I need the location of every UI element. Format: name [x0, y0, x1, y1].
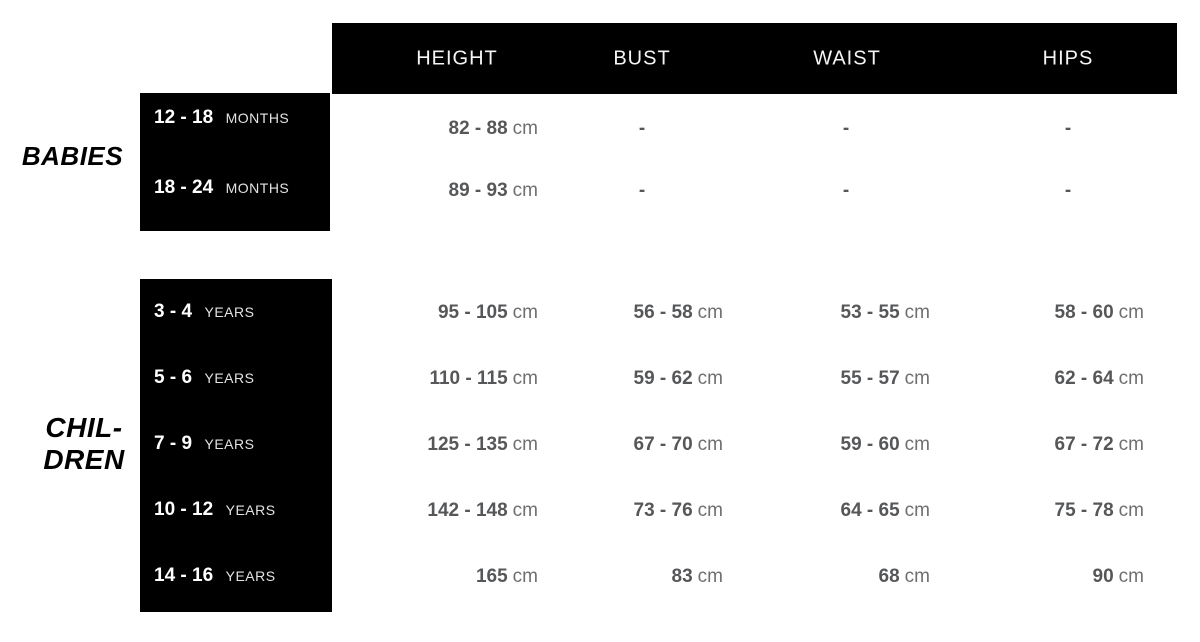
measurement-unit: cm	[904, 434, 930, 455]
age-range: 14 - 16	[154, 565, 214, 586]
measurement-unit: cm	[512, 368, 538, 389]
measurement-value: 82 - 88	[448, 118, 508, 139]
age-range-unit: YEARS	[204, 370, 255, 386]
measurement-unit: cm	[512, 500, 538, 521]
measurement-unit: cm	[697, 368, 723, 389]
age-range: 18 - 24	[154, 177, 214, 198]
measurement-unit: cm	[512, 302, 538, 323]
hips-cell	[968, 115, 1168, 143]
measurement-value: 53 - 55	[840, 302, 900, 323]
measurement-value: 89 - 93	[448, 180, 508, 201]
height-cell	[318, 177, 538, 205]
measurement-unit: cm	[512, 566, 538, 587]
hips-cell	[924, 299, 1144, 327]
measurement-unit: cm	[904, 500, 930, 521]
measurement-value: 90	[1092, 566, 1114, 587]
age-range: 5 - 6	[154, 367, 193, 388]
column-header-bust: BUST	[613, 47, 671, 69]
waist-cell	[710, 299, 930, 327]
age-range-unit: YEARS	[225, 568, 276, 584]
age-range: 3 - 4	[154, 301, 193, 322]
babies-age-box	[140, 93, 330, 231]
waist-cell	[746, 177, 946, 205]
bust-cell	[503, 431, 723, 459]
measurement-unit: cm	[904, 302, 930, 323]
bust-cell	[503, 365, 723, 393]
column-header-waist: WAIST	[813, 47, 881, 69]
measurement-unit: cm	[697, 566, 723, 587]
empty-measurement: -	[842, 180, 850, 201]
children-age-box	[140, 279, 332, 612]
measurement-unit: cm	[697, 500, 723, 521]
hips-cell	[924, 365, 1144, 393]
bust-cell	[542, 115, 742, 143]
measurement-value: 67 - 70	[633, 434, 693, 455]
measurement-value: 73 - 76	[633, 500, 693, 521]
height-cell	[318, 115, 538, 143]
measurement-value: 68	[878, 566, 900, 587]
waist-cell	[746, 115, 946, 143]
measurement-unit: cm	[1118, 368, 1144, 389]
measurement-value: 62 - 64	[1054, 368, 1114, 389]
age-row	[154, 364, 254, 392]
measurement-unit: cm	[904, 566, 930, 587]
measurement-unit: cm	[1118, 302, 1144, 323]
measurement-unit: cm	[697, 302, 723, 323]
measurement-value: 110 - 115	[429, 368, 508, 389]
measurement-unit: cm	[697, 434, 723, 455]
age-range: 12 - 18	[154, 107, 214, 128]
age-range-unit: MONTHS	[225, 180, 290, 196]
measurement-unit: cm	[1118, 434, 1144, 455]
children-label-line-1: CHIL-	[45, 412, 123, 443]
age-row	[154, 104, 289, 132]
children-label-line-2: DREN	[43, 444, 125, 475]
measurement-value: 55 - 57	[840, 368, 900, 389]
hips-cell	[924, 497, 1144, 525]
bust-cell	[503, 299, 723, 327]
bust-cell	[542, 177, 742, 205]
measurement-value: 142 - 148	[427, 500, 508, 521]
measurement-unit: cm	[512, 434, 538, 455]
table-header-bar	[332, 23, 1177, 94]
bust-cell	[503, 497, 723, 525]
measurement-unit: cm	[1118, 566, 1144, 587]
hips-cell	[924, 431, 1144, 459]
measurement-unit: cm	[512, 118, 538, 139]
measurement-value: 64 - 65	[840, 500, 900, 521]
empty-measurement: -	[1064, 180, 1072, 201]
waist-cell	[710, 431, 930, 459]
empty-measurement: -	[638, 180, 646, 201]
age-row	[154, 496, 276, 524]
age-range-unit: YEARS	[204, 436, 255, 452]
measurement-unit: cm	[1118, 500, 1144, 521]
column-header-hips: HIPS	[1042, 47, 1094, 69]
age-row	[154, 430, 254, 458]
age-range: 7 - 9	[154, 433, 193, 454]
empty-measurement: -	[638, 118, 646, 139]
measurement-unit: cm	[512, 180, 538, 201]
measurement-value: 95 - 105	[437, 302, 508, 323]
measurement-value: 67 - 72	[1054, 434, 1114, 455]
measurement-value: 58 - 60	[1054, 302, 1114, 323]
age-range-unit: MONTHS	[225, 110, 290, 126]
measurement-value: 83	[671, 566, 693, 587]
waist-cell	[710, 563, 930, 591]
measurement-unit: cm	[904, 368, 930, 389]
age-row	[154, 174, 289, 202]
empty-measurement: -	[1064, 118, 1072, 139]
measurement-value: 59 - 60	[840, 434, 900, 455]
age-range: 10 - 12	[154, 499, 214, 520]
measurement-value: 56 - 58	[633, 302, 693, 323]
empty-measurement: -	[842, 118, 850, 139]
waist-cell	[710, 365, 930, 393]
measurement-value: 75 - 78	[1054, 500, 1114, 521]
measurement-value: 59 - 62	[633, 368, 693, 389]
column-header-height: HEIGHT	[416, 47, 498, 69]
bust-cell	[503, 563, 723, 591]
babies-group-label: BABIES	[21, 141, 124, 171]
measurement-value: 165	[475, 566, 508, 587]
age-range-unit: YEARS	[204, 304, 255, 320]
age-range-unit: YEARS	[225, 502, 276, 518]
waist-cell	[710, 497, 930, 525]
age-row	[154, 298, 254, 326]
hips-cell	[924, 563, 1144, 591]
measurement-value: 125 - 135	[427, 434, 508, 455]
hips-cell	[968, 177, 1168, 205]
age-row	[154, 562, 276, 590]
